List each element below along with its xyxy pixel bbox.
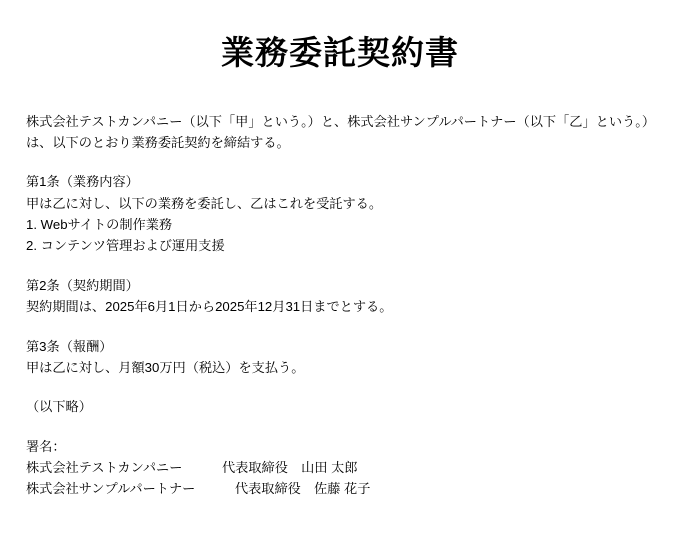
page-title: 業務委託契約書 <box>221 34 459 71</box>
article-2 <box>26 275 654 318</box>
omission-note-block <box>26 396 654 417</box>
article-1-line-2: 1. Webサイトの制作業務 <box>26 217 173 233</box>
article-1-heading: 第1条（業務内容） <box>26 174 139 190</box>
article-1-line-1: 甲は乙に対し、以下の業務を委託し、乙はこれを受託する。 <box>26 195 383 211</box>
intro-paragraph: 株式会社テストカンパニー（以下「甲」という。）と、株式会社サンプルパートナー（以下「乙」という。）は、以下のとおり業務委託契約を締結する。 <box>26 113 649 150</box>
article-3 <box>26 336 654 379</box>
article-3-heading: 第3条（報酬） <box>26 338 113 354</box>
document-page <box>0 33 680 556</box>
signature-label: 署名： <box>26 438 66 454</box>
article-1 <box>26 171 654 257</box>
signature-entry-2: 株式会社サンプルパートナー 代表取締役 佐藤 花子 <box>26 481 371 497</box>
article-2-heading: 第2条（契約期間） <box>26 277 139 293</box>
omission-note: （以下略） <box>26 399 92 415</box>
document-body <box>26 111 654 500</box>
signature-entry-1: 株式会社テストカンパニー 代表取締役 山田 太郎 <box>26 460 358 476</box>
signature-block <box>26 436 654 500</box>
article-3-line-1: 甲は乙に対し、月額30万円（税込）を支払う。 <box>26 359 305 375</box>
article-1-line-3: 2. コンテンツ管理および運用支援 <box>26 238 225 254</box>
article-2-line-1: 契約期間は、2025年6月1日から2025年12月31日までとする。 <box>26 299 393 315</box>
